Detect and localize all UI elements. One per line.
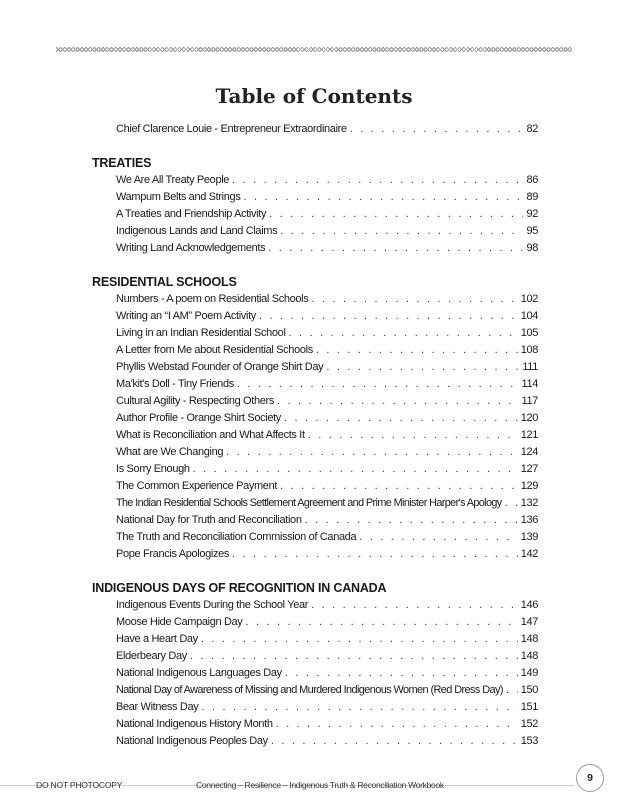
- toc-dot-leader: [506, 682, 518, 699]
- toc-entry-label: Pope Francis Apologizes: [116, 548, 230, 560]
- page-title: Table of Contents: [215, 84, 413, 108]
- toc-entry-label: National Day for Truth and Reconciliation: [116, 514, 302, 526]
- toc-entry: [92, 393, 538, 410]
- toc-entry-label: National Indigenous Peoples Day: [116, 735, 268, 747]
- toc-dot-leader: [308, 427, 518, 444]
- toc-entry: [92, 308, 538, 325]
- toc-dot-leader: [269, 206, 523, 223]
- toc-entry-page-number: 151: [520, 701, 538, 713]
- toc-entry-page-number: 105: [520, 327, 538, 339]
- toc-entry-page-number: 152: [520, 718, 538, 730]
- toc-entry-label: Phyllis Webstad Founder of Orange Shirt Day: [116, 361, 324, 373]
- toc-entry-label: Indigenous Lands and Land Claims: [116, 225, 278, 237]
- toc-entry-label: A Letter from Me about Residential Schools: [116, 344, 313, 356]
- toc-entry-label: What are We Changing: [116, 446, 224, 458]
- toc-entry: [92, 121, 538, 138]
- toc-entry: [92, 410, 538, 427]
- toc-dot-leader: [237, 376, 519, 393]
- toc-entry-label: The Common Experience Payment: [116, 480, 278, 492]
- toc-entry-page-number: 89: [526, 191, 538, 203]
- toc-entry-label: Indigenous Events During the School Year: [116, 599, 309, 611]
- page-number-badge: 9: [576, 764, 604, 792]
- top-decorative-rule: [56, 47, 572, 52]
- toc-entry-label: Moose Hide Campaign Day: [116, 616, 243, 628]
- toc-entry: [92, 648, 538, 665]
- toc-dot-leader: [284, 410, 518, 427]
- toc-entry-page-number: 82: [526, 123, 538, 135]
- toc-entry-label: National Indigenous Languages Day: [116, 667, 282, 679]
- toc-entry-page-number: 104: [520, 310, 538, 322]
- toc-dot-leader: [226, 444, 518, 461]
- toc-entry: [92, 376, 538, 393]
- toc-entry: [92, 529, 538, 546]
- toc-section-heading: RESIDENTIAL SCHOOLS: [92, 275, 237, 289]
- toc-entry: [92, 291, 538, 308]
- footer-copyright-notice: DO NOT PHOTOCOPY: [36, 780, 123, 790]
- toc-entry-label: Living in an Indian Residential School: [116, 327, 286, 339]
- toc-entry: [92, 631, 538, 648]
- table-of-contents: [92, 121, 538, 750]
- toc-dot-leader: [505, 495, 518, 512]
- toc-entry: [92, 189, 538, 206]
- toc-dot-leader: [276, 716, 518, 733]
- toc-entry-label: Have a Heart Day: [116, 633, 198, 645]
- toc-entry-label: Chief Clarence Louie - Entrepreneur Extraordinaire: [116, 123, 347, 135]
- toc-entry: [92, 325, 538, 342]
- toc-intro-entries: [92, 121, 538, 138]
- toc-entry: [92, 478, 538, 495]
- toc-entry-page-number: 120: [520, 412, 538, 424]
- toc-dot-leader: [316, 342, 518, 359]
- toc-entry-label: The Truth and Reconciliation Commission of Canada: [116, 531, 357, 543]
- toc-entry-page-number: 132: [520, 497, 538, 509]
- toc-entry: [92, 614, 538, 631]
- toc-entry-page-number: 121: [520, 429, 538, 441]
- toc-entry: [92, 699, 538, 716]
- toc-entry-page-number: 98: [526, 242, 538, 254]
- toc-entry-label: Cultural Agility - Respecting Others: [116, 395, 274, 407]
- toc-entry-page-number: 127: [520, 463, 538, 475]
- toc-entry-page-number: 108: [520, 344, 538, 356]
- footer-book-title: Connecting – Resilience – Indigenous Truth & Reconciliation Workbook: [196, 780, 444, 790]
- toc-entry: [92, 240, 538, 257]
- toc-entry-page-number: 95: [526, 225, 538, 237]
- toc-entry-page-number: 86: [526, 174, 538, 186]
- toc-section-heading: INDIGENOUS DAYS OF RECOGNITION IN CANADA: [92, 581, 387, 595]
- toc-entry-label: Ma'kit's Doll - Tiny Friends: [116, 378, 234, 390]
- toc-section: [92, 154, 538, 257]
- toc-dot-leader: [271, 733, 518, 750]
- toc-entry-page-number: 147: [520, 616, 538, 628]
- toc-entry-label: The Indian Residential Schools Settlement Agreement and Prime Minister Harper's Apology: [116, 497, 502, 509]
- toc-dot-leader: [305, 512, 518, 529]
- toc-entry-label: Numbers - A poem on Residential Schools: [116, 293, 309, 305]
- toc-entry: [92, 223, 538, 240]
- toc-entry-page-number: 102: [520, 293, 538, 305]
- toc-entry: [92, 512, 538, 529]
- toc-dot-leader: [245, 614, 517, 631]
- toc-dot-leader: [243, 189, 523, 206]
- toc-entry: [92, 682, 538, 699]
- toc-entry-label: Bear Witness Day: [116, 701, 199, 713]
- toc-entry-label: Wampum Belts and Strings: [116, 191, 241, 203]
- toc-section: [92, 579, 538, 750]
- toc-entry-page-number: 129: [520, 480, 538, 492]
- toc-entry-label: A Treaties and Friendship Activity: [116, 208, 267, 220]
- toc-dot-leader: [280, 223, 523, 240]
- toc-entry: [92, 461, 538, 478]
- toc-entry: [92, 342, 538, 359]
- toc-dot-leader: [201, 699, 517, 716]
- toc-dot-leader: [350, 121, 524, 138]
- toc-entry-label: Writing Land Acknowledgements: [116, 242, 266, 254]
- toc-sections: [92, 154, 538, 750]
- toc-entry-page-number: 136: [520, 514, 538, 526]
- toc-dot-leader: [311, 597, 518, 614]
- toc-entry-label: National Indigenous History Month: [116, 718, 273, 730]
- toc-entry-page-number: 153: [520, 735, 538, 747]
- toc-dot-leader: [232, 546, 518, 563]
- toc-entry-label: National Day of Awareness of Missing and Murdered Indigenous Women (Red Dress Day): [116, 684, 503, 696]
- toc-dot-leader: [268, 240, 523, 257]
- toc-entry-page-number: 114: [521, 378, 538, 390]
- toc-entry: [92, 665, 538, 682]
- toc-entry-label: We Are All Treaty People: [116, 174, 230, 186]
- toc-entry-label: Author Profile - Orange Shirt Society: [116, 412, 281, 424]
- toc-entry: [92, 495, 538, 512]
- toc-dot-leader: [280, 478, 518, 495]
- toc-dot-leader: [289, 325, 518, 342]
- toc-entry-page-number: 111: [522, 361, 538, 373]
- toc-entry: [92, 206, 538, 223]
- toc-entry: [92, 444, 538, 461]
- toc-entry: [92, 597, 538, 614]
- toc-section: [92, 273, 538, 563]
- toc-entry-page-number: 148: [520, 650, 538, 662]
- toc-dot-leader: [259, 308, 518, 325]
- toc-entry-label: What is Reconciliation and What Affects It: [116, 429, 305, 441]
- toc-dot-leader: [326, 359, 519, 376]
- toc-entry-page-number: 142: [520, 548, 538, 560]
- toc-entry-label: Is Sorry Enough: [116, 463, 190, 475]
- toc-dot-leader: [232, 172, 523, 189]
- toc-dot-leader: [193, 461, 518, 478]
- toc-entry-page-number: 150: [520, 684, 538, 696]
- toc-entry-label: Elderbeary Day: [116, 650, 187, 662]
- toc-section-heading: TREATIES: [92, 156, 152, 170]
- toc-entry-label: Writing an “I AM” Poem Activity: [116, 310, 256, 322]
- toc-entry: [92, 359, 538, 376]
- toc-entry-page-number: 124: [520, 446, 538, 458]
- toc-dot-leader: [201, 631, 518, 648]
- toc-entry-page-number: 117: [521, 395, 538, 407]
- toc-dot-leader: [285, 665, 518, 682]
- toc-entry: [92, 546, 538, 563]
- toc-dot-leader: [277, 393, 519, 410]
- toc-dot-leader: [359, 529, 517, 546]
- page-footer: [0, 768, 628, 808]
- toc-dot-leader: [190, 648, 518, 665]
- toc-entry-page-number: 148: [520, 633, 538, 645]
- toc-entry-page-number: 139: [520, 531, 538, 543]
- toc-dot-leader: [311, 291, 517, 308]
- toc-entry-page-number: 146: [520, 599, 538, 611]
- toc-entry: [92, 733, 538, 750]
- toc-entry-page-number: 149: [520, 667, 538, 679]
- toc-entry: [92, 427, 538, 444]
- toc-entry-page-number: 92: [526, 208, 538, 220]
- toc-entry: [92, 172, 538, 189]
- toc-entry: [92, 716, 538, 733]
